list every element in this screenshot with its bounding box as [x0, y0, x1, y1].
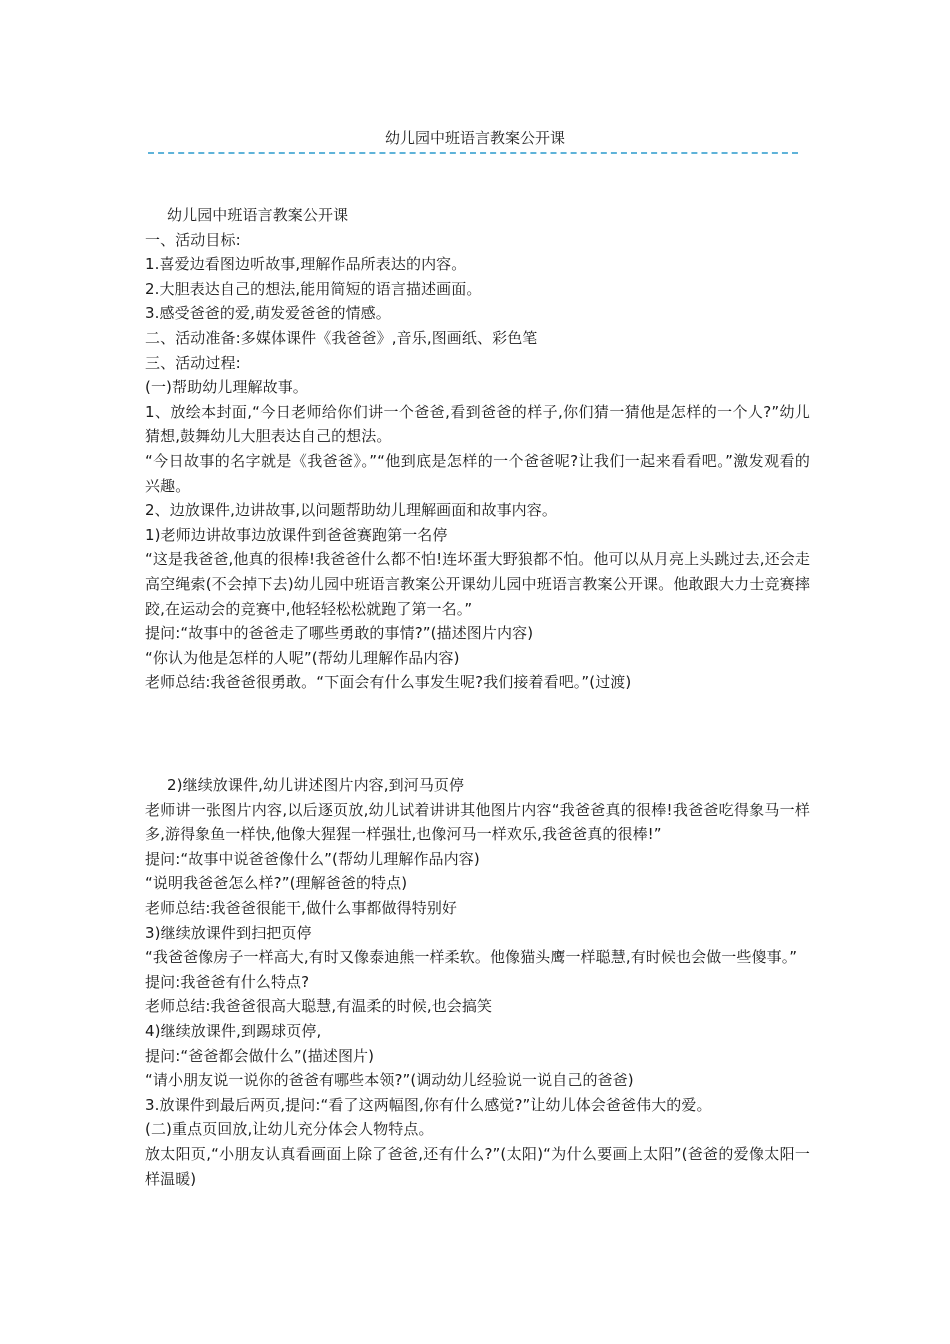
- paragraph: 3)继续放课件到扫把页停: [145, 923, 312, 942]
- paragraph: “请小朋友说一说你的爸爸有哪些本领?”(调动幼儿经验说一说自己的爸爸): [145, 1071, 634, 1090]
- heading-activity-process: 三、活动过程:: [145, 353, 241, 372]
- content-section-1: [145, 203, 810, 695]
- paragraph: 放太阳页,“小朋友认真看画面上除了爸爸,还有什么?”(太阳)“为什么要画上太阳”(爸爸的爱像太阳一样温暖): [145, 1144, 810, 1188]
- paragraph: 提问:我爸爸有什么特点?: [145, 972, 310, 991]
- paragraph: “我爸爸像房子一样高大,有时又像泰迪熊一样柔软。他像猫头鹰一样聪慧,有时候也会做一些傻事。”: [145, 948, 798, 967]
- paragraph: 3.放课件到最后两页,提问:“看了这两幅图,你有什么感觉?”让幼儿体会爸爸伟大的爱。: [145, 1095, 712, 1114]
- goal-item-3: 3.感受爸爸的爱,萌发爱爸爸的情感。: [145, 304, 391, 323]
- paragraph: “你认为他是怎样的人呢”(帮幼儿理解作品内容): [145, 648, 460, 667]
- goal-item-1: 1.喜爱边看图边听故事,理解作品所表达的内容。: [145, 255, 467, 274]
- paragraph: 提问:“故事中的爸爸走了哪些勇敢的事情?”(描述图片内容): [145, 624, 534, 643]
- paragraph: 2)继续放课件,幼儿讲述图片内容,到河马页停: [167, 776, 465, 794]
- goal-item-2: 2.大胆表达自己的想法,能用简短的语言描述画面。: [145, 279, 482, 298]
- paragraph: 1、放绘本封面,“今日老师给你们讲一个爸爸,看到爸爸的样子,你们猜一猜他是怎样的一个人?”幼儿猜想,鼓舞幼儿大胆表达自己的想法。: [145, 402, 810, 446]
- paragraph: “今日故事的名字就是《我爸爸》。”“他到底是怎样的一个爸爸呢?让我们一起来看看吧。”激发观看的兴趣。: [145, 451, 810, 495]
- paragraph: “这是我爸爸,他真的很棒!我爸爸什么都不怕!连坏蛋大野狼都不怕。他可以从月亮上头跳过去,还会走高空绳索(不会掉下去)幼儿园中班语言教案公开课幼儿园中班语言教案公开课。他敢跟大力士竞赛摔跤,在运动会的竞赛中,他轻轻松松就跑了第一名。”: [145, 550, 810, 618]
- subheading-understand-story: (一)帮助幼儿理解故事。: [145, 378, 308, 397]
- paragraph: 老师总结:我爸爸很高大聪慧,有温柔的时候,也会搞笑: [145, 997, 493, 1016]
- paragraph: 4)继续放课件,到踢球页停,: [145, 1021, 322, 1040]
- paragraph: 老师总结:我爸爸很能干,做什么事都做得特别好: [145, 898, 458, 917]
- paragraph: 提问:“故事中说爸爸像什么”(帮幼儿理解作品内容): [145, 849, 480, 868]
- paragraph: 老师总结:我爸爸很勇敢。“下面会有什么事发生呢?我们接着看吧。”(过渡): [145, 673, 632, 692]
- paragraph: “说明我爸爸怎么样?”(理解爸爸的特点): [145, 874, 408, 893]
- paragraph: 1)老师边讲故事边放课件到爸爸赛跑第一名停: [145, 525, 448, 544]
- content-section-2: [145, 773, 810, 1191]
- page-header-title: 幼儿园中班语言教案公开课: [384, 129, 565, 147]
- heading-activity-goals: 一、活动目标:: [145, 230, 241, 249]
- header-divider: [148, 152, 798, 154]
- paragraph: 2、边放课件,边讲故事,以问题帮助幼儿理解画面和故事内容。: [145, 501, 557, 520]
- heading-activity-preparation: 二、活动准备:多媒体课件《我爸爸》,音乐,图画纸、彩色笔: [145, 328, 538, 347]
- paragraph: 提问:“爸爸都会做什么”(描述图片): [145, 1046, 375, 1065]
- document-title: 幼儿园中班语言教案公开课: [167, 206, 349, 224]
- paragraph: (二)重点页回放,让幼儿充分体会人物特点。: [145, 1120, 434, 1139]
- paragraph: 老师讲一张图片内容,以后逐页放,幼儿试着讲讲其他图片内容“我爸爸真的很棒!我爸爸吃得象马一样多,游得象鱼一样快,他像大猩猩一样强壮,也像河马一样欢乐,我爸爸真的很棒!”: [145, 800, 810, 844]
